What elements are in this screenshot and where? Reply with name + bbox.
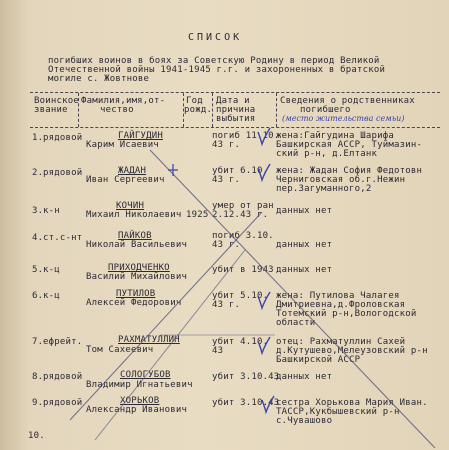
check-mark-icon [258,337,270,353]
row-6-date-2: 43 г. [212,300,241,310]
row-2-date-1: убит 6.10. [212,166,269,176]
row-1-number: 1. [32,133,44,143]
row-7-relatives-3: Башкирской АССР [276,355,361,365]
row-7-given-name: Том Сахеевич [86,345,154,355]
row-7-date-1: убит 4.10. [212,337,269,347]
row-8-surname: СОЛОГУБОВ [120,370,171,380]
header-date-3: выбытия [216,114,256,124]
row-5-date-1: убит в 1943 [212,265,274,275]
check-mark-icon [258,292,270,308]
row-4-surname: ПАЙКОВ [118,231,152,241]
row-3-relatives-1: данных нет [276,206,333,216]
row-2-relatives-2: Черниговская об.г.Нежин [276,175,406,185]
document-title: СПИСОК [188,32,243,43]
header-rank-2: звание [34,105,68,115]
row-9-number: 9. [32,398,44,408]
row-8-date-1: убит 3.10.43 [212,372,280,382]
row-7-number: 7. [32,337,44,347]
plus-mark-icon [168,164,178,176]
row-1-date-1: погиб 11.10. [212,131,280,141]
row-8-number: 8. [32,372,44,382]
row-8-relatives-1: данных нет [276,372,333,382]
row-3-birth-year: 1925 [186,210,209,220]
row-4-relatives-2: данных нет [276,240,333,250]
row-5-surname: ПРИХОДЧЕНКО [108,263,170,273]
row-4-rank: ст.с-нт [43,233,83,243]
row-1-surname: ГАЙГУДИН [118,131,163,141]
row-2-relatives-1: жена: Жадан София Федотовн [276,166,423,176]
row-3-given-name: Михаил Николаевич [86,210,182,220]
row-9-surname: ХОРЬКОВ [120,396,160,406]
row-9-relatives-3: с.Чувашово [276,416,333,426]
row-3-surname: КОЧИН [116,201,145,211]
row-9-relatives-1: сестра Хорькова Мария Иван. [276,398,428,408]
row-1-date-2: 43 г. [212,140,241,150]
row-1-relatives-1: жена:Гайгудина Шарифа [276,131,394,141]
row-9-rank: рядовой [43,398,83,408]
header-date-2: причина [216,105,256,115]
check-mark-icon [262,396,274,412]
row-6-date-1: убит 5.10. [212,291,269,301]
row-3-date-2: 2.12.43 г. [212,210,269,220]
header-name-2: чество [100,105,134,115]
row-6-relatives-4: области [276,318,316,328]
subtitle-line-2: Отечественной войны 1941-1945 г.г. и захороненных в братской [48,65,386,75]
row-6-relatives-3: Тотемский р-н,Вологодской [276,309,417,319]
row-6-rank: к-ц [43,291,60,301]
row-3-date-1: умер от ран [212,201,274,211]
row-1-rank: рядовой [43,133,83,143]
check-mark-icon [258,164,270,180]
row-1-given-name: Карим Исаевич [86,140,160,150]
row-6-number: 6. [32,291,44,301]
subtitle-line-1: погибших воинов в боях за Советскую Родину в период Великой [48,56,380,66]
row-4-date-2: 43 г. [212,240,241,250]
row-2-relatives-3: пер.Загуманного,2 [276,184,372,194]
row-6-surname: ПУТИЛОВ [116,289,156,299]
row-7-surname: РАХМАТУЛЛИН [118,335,180,345]
diagonal-strike-line [95,250,245,440]
row-7-date-2: 43 [212,346,224,356]
header-year-2: рожд. [184,105,213,115]
row-2-surname: ЖАДАН [118,166,147,176]
row-3-number: 3. [32,206,44,216]
row-3-rank: к-н [43,206,60,216]
row-10-number: 10. [28,431,45,441]
header-year-1: Год [186,96,203,106]
subtitle-line-3: могиле с. Жовтнове [48,74,150,84]
header-relatives-2: погибшего [300,105,351,115]
row-4-given-name: Николай Васильевич [86,240,188,250]
row-7-relatives-2: д.Кутушево,Мелеузовский р-н [276,346,428,356]
row-7-relatives-1: отец: Рахматуллин Сахей [276,337,406,347]
diagonal-strike-line [70,212,262,420]
header-rank-1: Воинское [34,96,79,106]
row-1-relatives-3: ский р-н, д.Елтанк [276,149,378,159]
row-2-given-name: Иван Сергеевич [86,175,165,185]
row-5-number: 5. [32,265,44,275]
header-date-1: Дата и [216,96,250,106]
row-2-number: 2. [32,168,44,178]
row-9-relatives-2: ТАССР,Кукбышевский р-н [276,407,400,417]
row-2-rank: рядовой [43,168,83,178]
diagonal-strike-line [150,150,435,448]
row-6-relatives-1: жена: Путилова Чалагея [276,291,400,301]
row-8-given-name: Владимир Игнатьевич [86,380,193,390]
row-5-rank: к-ц [43,265,60,275]
check-mark-icon [258,128,270,144]
row-1-relatives-2: Башкирская АССР, Туймазин- [276,140,423,150]
row-6-given-name: Алексей Федорович [86,298,182,308]
handwritten-note: (место жительства семьи) [282,114,405,123]
row-4-number: 4. [32,233,44,243]
row-8-rank: рядовой [43,372,83,382]
header-relatives-1: Сведения о родственниках [280,96,415,106]
header-name-1: Фамилия,имя,от- [81,96,166,106]
row-5-relatives-1: данных нет [276,265,333,275]
row-9-date-1: убит 3.10.43 [212,398,280,408]
row-2-date-2: 43 г. [212,175,241,185]
row-6-relatives-2: Дмитриевна,д.Фроловская [276,300,406,310]
row-5-given-name: Василий Михайлович [86,272,188,282]
row-9-given-name: Александр Иванович [86,405,188,415]
row-7-rank: ефрейт. [43,337,83,347]
row-4-date-1: погиб 3.10. [212,231,274,241]
